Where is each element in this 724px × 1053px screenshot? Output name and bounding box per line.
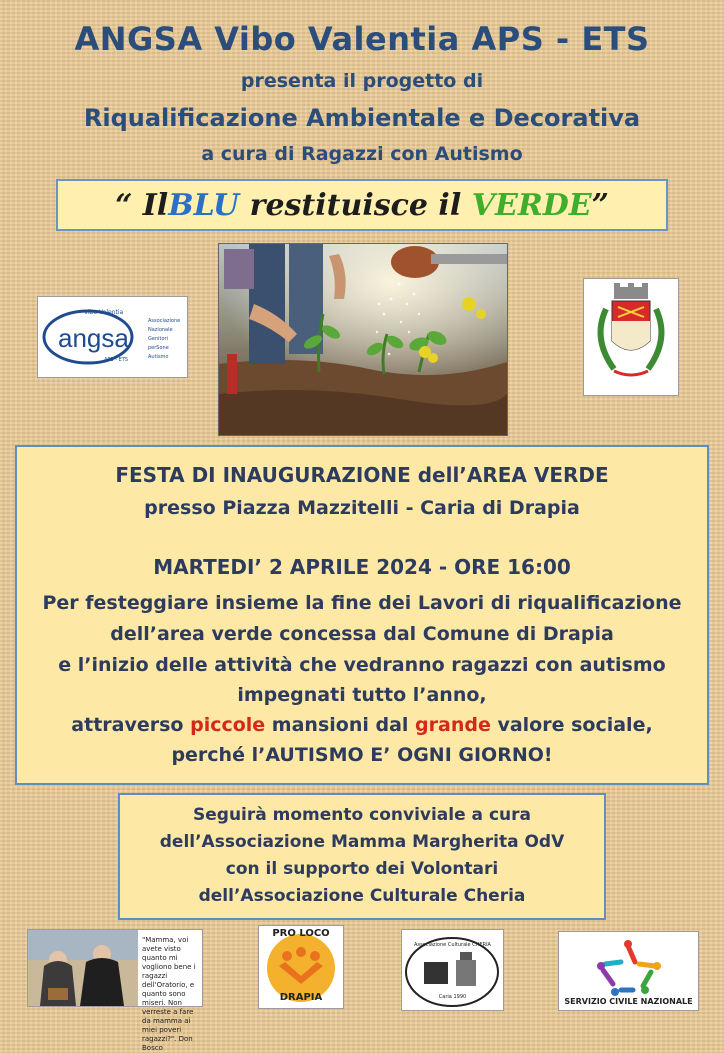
desc5-c: mansioni dal xyxy=(265,714,416,736)
event-desc-2: dell’area verde concessa dal Comune di Drapia xyxy=(110,623,614,645)
cheria-top: Associazione Culturale CHERIA xyxy=(414,942,491,948)
convivial-line-1: Seguirà momento conviviale a cura xyxy=(193,805,531,825)
motto-close: ” xyxy=(591,187,609,223)
event-desc-5 xyxy=(17,714,707,736)
gardening-photo xyxy=(218,243,508,436)
acronym-4: perSone xyxy=(148,345,169,351)
convivial-line-2: dell’Associazione Mamma Margherita OdV xyxy=(159,832,565,852)
desc5-a: attraverso xyxy=(71,714,191,736)
desc5-e: valore sociale, xyxy=(490,714,653,736)
pro-loco-bottom: DRAPIA xyxy=(279,992,323,1003)
servizio-civile-logo xyxy=(558,931,699,1011)
angsa-logo xyxy=(37,296,188,378)
motto-middle: restituisce il xyxy=(239,187,472,223)
event-desc-4: impegnati tutto l’anno, xyxy=(237,684,487,706)
pro-loco-top: PRO LOCO xyxy=(272,928,330,939)
mamma-margherita-logo xyxy=(27,929,203,1052)
cheria-bottom: Caria 1990 xyxy=(438,994,467,1000)
don-bosco-quote: "Mamma, voi avete visto quanto mi vogliono bene i ragazzi dell'Oratorio, e quanto sono miseri. Non verreste a fare da mamma ai miei poveri ragazzi?". Don Bosco xyxy=(142,936,196,1052)
event-desc-3: e l’inizio delle attività che vedranno ragazzi con autismo xyxy=(58,654,666,676)
angsa-logo-sub: APS - ETS xyxy=(104,357,128,363)
event-desc-6: perché l’AUTISMO E’ OGNI GIORNO! xyxy=(171,744,553,766)
convivial-line-3: con il supporto dei Volontari xyxy=(225,859,499,879)
motto-banner xyxy=(56,179,668,231)
pro-loco-logo xyxy=(258,925,344,1009)
cheria-logo xyxy=(401,929,504,1011)
motto-open: “ Il xyxy=(115,187,169,223)
acronym-2: Nazionale xyxy=(148,327,173,333)
angsa-logo-top: Vibo Valentia xyxy=(84,309,124,316)
angsa-logo-word: angsa xyxy=(58,323,129,353)
desc5-piccole: piccole xyxy=(190,714,266,736)
header-presenta: presenta il progetto di xyxy=(240,70,484,92)
event-date: MARTEDI’ 2 APRILE 2024 - ORE 16:00 xyxy=(153,555,571,579)
desc5-grande: grande xyxy=(415,714,491,736)
motto-verde: VERDE xyxy=(471,187,592,223)
convivial-line-4: dell’Associazione Culturale Cheria xyxy=(198,886,526,906)
header-a-cura: a cura di Ragazzi con Autismo xyxy=(201,143,523,165)
angsa-logo-acronym xyxy=(148,317,180,362)
motto-blu: BLU xyxy=(168,187,240,223)
acronym-3: Genitori xyxy=(148,336,168,342)
event-desc-1: Per festeggiare insieme la fine dei Lavori di riqualificazione xyxy=(42,592,682,614)
event-title: FESTA DI INAUGURAZIONE dell’AREA VERDE xyxy=(115,463,609,487)
acronym-5: Autismo xyxy=(148,354,169,360)
acronym-1: Associazione xyxy=(148,318,181,324)
convivial-box xyxy=(118,793,606,920)
comune-crest-logo xyxy=(583,278,679,396)
event-info-box xyxy=(15,445,709,785)
header-title: ANGSA Vibo Valentia APS - ETS xyxy=(74,20,650,58)
header-project-name: Riqualificazione Ambientale e Decorativa xyxy=(83,104,641,132)
servizio-civile-label: SERVIZIO CIVILE NAZIONALE xyxy=(564,997,693,1006)
event-location: presso Piazza Mazzitelli - Caria di Drapia xyxy=(144,497,580,519)
